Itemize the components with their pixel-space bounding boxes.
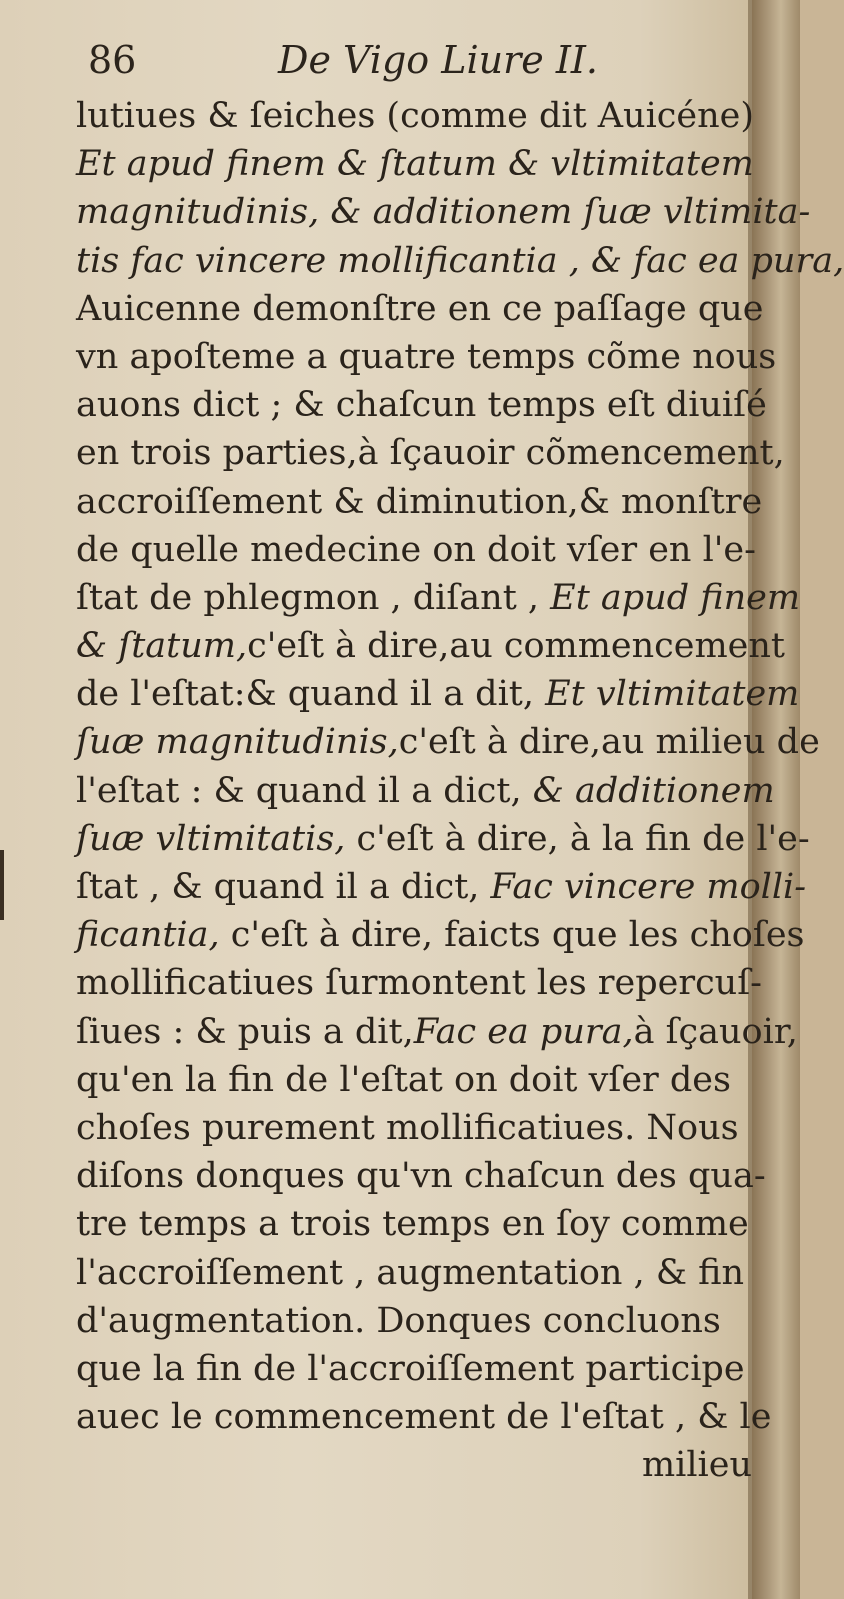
text-line: ſiues : & puis a dit,Fac ea pura,à ſçauoir, <box>76 1011 798 1052</box>
body-text <box>76 92 844 1489</box>
text-line: d'augmentation. Donques concluons <box>76 1300 721 1341</box>
text-line: mollificatiues ſurmontent les repercuſ- <box>76 963 763 1004</box>
text-line: vn apoſteme a quatre temps cõme nous <box>76 336 777 377</box>
text-line: qu'en la fin de l'eſtat on doit vſer des <box>76 1059 731 1100</box>
text-line: diſons donques qu'vn chaſcun des qua- <box>76 1156 766 1197</box>
running-head <box>88 38 748 88</box>
text-line: & ſtatum,c'eſt à dire,au commencement <box>76 626 785 667</box>
text-line: lutiues & ſeiches (comme dit Auicéne) <box>76 96 754 136</box>
text-line: de l'eſtat:& quand il a dit, Et vltimitatem <box>76 674 800 715</box>
text-line: choſes purement mollificatiues. Nous <box>76 1107 739 1148</box>
catchword: milieu <box>641 1445 752 1486</box>
text-line: de quelle medecine on doit vſer en l'e- <box>76 529 756 570</box>
text-line: que la fin de l'accroiſſement participe <box>76 1348 745 1389</box>
text-line: Et apud finem & ſtatum & vltimitatem <box>76 144 754 185</box>
text-line: Auicenne demonſtre en ce paſſage que <box>76 288 764 329</box>
text-line: auons dict ; & chaſcun temps eſt diuiſé <box>76 385 767 426</box>
text-line: ficantia, c'eſt à dire, faicts que les choſes <box>76 915 805 956</box>
text-line: ſtat , & quand il a dict, Fac vincere molli- <box>76 867 807 907</box>
text-line: en trois parties,à ſçauoir cõmencement, <box>76 433 785 474</box>
left-edge-mark <box>0 850 4 920</box>
text-line: l'eſtat : & quand il a dict, & additionem <box>76 770 775 811</box>
running-title: De Vigo Liure II. <box>278 38 598 82</box>
text-line: accroiſſement & diminution,& monſtre <box>76 481 763 522</box>
text-line: ſuæ magnitudinis,c'eſt à dire,au milieu de <box>76 722 820 763</box>
text-line: tre temps a trois temps en ſoy comme <box>76 1204 749 1245</box>
text-line: ſtat de phlegmon , diſant , Et apud finem <box>76 577 801 618</box>
page-number: 86 <box>88 38 137 82</box>
text-line: magnitudinis, & additionem ſuæ vltimita- <box>76 192 811 233</box>
text-line: ſuæ vltimitatis, c'eſt à dire, à la fin de l'e- <box>76 818 810 859</box>
text-line: l'accroiſſement , augmentation , & fin <box>76 1252 744 1293</box>
text-line: tis fac vincere mollificantia , & fac ea pura, <box>76 240 844 281</box>
text-line: auec le commencement de l'eſtat , & le <box>76 1397 772 1438</box>
